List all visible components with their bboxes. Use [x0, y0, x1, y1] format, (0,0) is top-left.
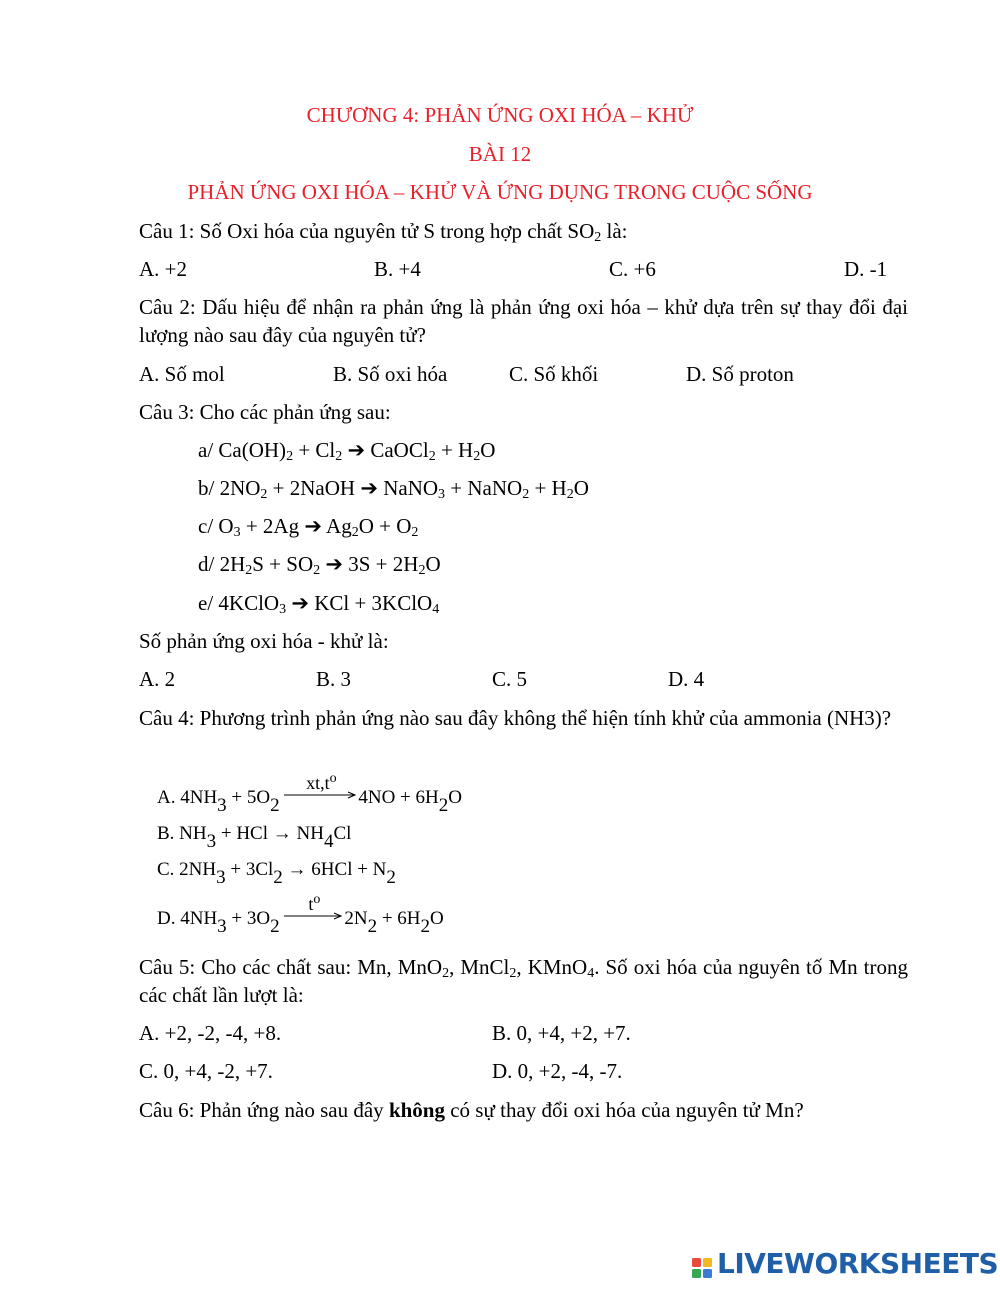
q2-option-c: C. Số khối [509, 362, 599, 386]
lesson-title: PHẢN ỨNG OXI HÓA – KHỬ VÀ ỨNG DỤNG TRONG CUỘC SỐNG [187, 180, 813, 204]
q1-option-d: D. -1 [844, 257, 888, 281]
long-arrow-icon: $xt,t^o$ [284, 785, 358, 805]
q4-option-d: D. $4NH_3 + 3O_2$ $t^o$ $2N_2 + 6H_2O$ [157, 892, 444, 937]
q3-option-a: A. 2 [139, 667, 176, 691]
question-5: Câu 5: Cho các chất sau: Mn, MnO$_2$, MnCl$_2$, KMnO$_4$. Số oxi hóa của nguyên tố Mn trong các chất lần lượt là: [139, 955, 908, 1007]
arrow-icon: ➔ [304, 514, 322, 538]
reaction-c: c/ $O_3 + 2Ag$ ➔ $Ag_2O + O_2$ [198, 514, 419, 540]
q3-option-d: D. 4 [668, 667, 705, 691]
reaction-a: a/ $Ca(OH)_2 + Cl_2$ ➔ CaOCl$_2$ + $H_2O$ [198, 438, 496, 464]
q5-option-c: C. 0, +4, -2, +7. [139, 1059, 273, 1083]
q5-option-d: D. 0, +2, -4, -7. [492, 1059, 623, 1083]
q3-option-b: B. 3 [316, 667, 352, 691]
q1-option-c: C. +6 [609, 257, 656, 281]
reaction-b: b/ $2NO_2$ + 2NaOH ➔ NaNO$_3$ + NaNO$_2$ + $H_2O$ [198, 476, 589, 502]
q4-option-b: B. $NH_3$ + HCl → $NH_4Cl$ [157, 820, 351, 848]
lesson-heading: BÀI 12 [468, 142, 532, 166]
arrow-icon: ➔ [291, 591, 309, 615]
q1-option-b: B. +4 [374, 257, 421, 281]
q3-option-c: C. 5 [492, 667, 528, 691]
q2-option-d: D. Số proton [686, 362, 794, 386]
q5-option-b: B. 0, +4, +2, +7. [492, 1021, 631, 1045]
chapter-heading: CHƯƠNG 4: PHẢN ỨNG OXI HÓA – KHỬ [306, 103, 694, 127]
arrow-icon: ➔ [347, 438, 366, 462]
q5-option-a: A. +2, -2, -4, +8. [139, 1021, 282, 1045]
liveworksheets-logo-icon [692, 1254, 714, 1286]
question-1: Câu 1: Số Oxi hóa của nguyên tử S trong hợp chất $SO_2$ là: [139, 219, 628, 245]
q2-option-a: A. Số mol [139, 362, 225, 386]
arrow-icon: ➔ [360, 476, 378, 500]
reaction-d: d/ $2H_2S + SO_2$ ➔ $3S + 2H_2O$ [198, 552, 441, 578]
arrow-icon: → [272, 823, 292, 844]
liveworksheets-logo-text[interactable]: LIVEWORKSHEETS [717, 1247, 999, 1280]
arrow-icon: ➔ [325, 552, 343, 576]
q2-option-b: B. Số oxi hóa [333, 362, 448, 386]
question-6: Câu 6: Phản ứng nào sau đây không có sự thay đổi oxi hóa của nguyên tử Mn? [139, 1098, 804, 1122]
q3-question: Số phản ứng oxi hóa - khử là: [139, 629, 389, 653]
q4-option-a: A. $4NH_3 + 5O_2$ $xt,t^o$ $4NO + 6H_2O$ [157, 771, 462, 816]
question-4: Câu 4: Phương trình phản ứng nào sau đây không thể hiện tính khử của ammonia (NH3)? [139, 706, 892, 730]
reaction-e: e/ 4KClO$_3$ ➔ KCl + 3KClO$_4$ [198, 591, 440, 617]
q4-option-c: C. $2NH_3 + 3Cl_2 \to 6HCl + N_2$ [157, 859, 396, 888]
question-2: Câu 2: Dấu hiệu để nhận ra phản ứng là phản ứng oxi hóa – khử dựa trên sự thay đổi đại lượng nào sau đây của nguyên tử? [139, 295, 908, 347]
question-3: Câu 3: Cho các phản ứng sau: [139, 400, 391, 424]
long-arrow-icon: $t^o$ [284, 906, 344, 926]
q1-option-a: A. +2 [139, 257, 188, 281]
